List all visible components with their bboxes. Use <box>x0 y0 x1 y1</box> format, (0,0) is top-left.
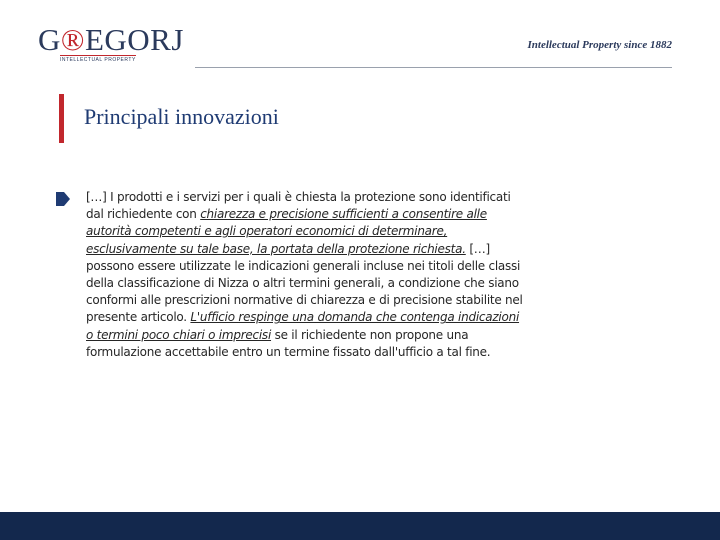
header <box>0 0 720 70</box>
tagline: Intellectual Property since 1882 <box>527 39 672 51</box>
logo-subtitle: INTELLECTUAL PROPERTY <box>60 57 136 63</box>
logo: G®EGORJ <box>38 22 184 57</box>
body-paragraph: […] I prodotti e i servizi per i quali è chiesta la protezione sono identificati dal richiedente con chiarezza e precisione sufficienti a consentire alle autorità competenti e agli operatori economici di determinare, esclusivamente su tale base, la portata della protezione richiesta. […] possono essere utilizzate le indicazioni generali incluse nei titoli delle classi della classificazione di Nizza o altri termini generali, a condizione che siano conformi alle prescrizioni normative di chiarezza e di precisione stabilite nel presente articolo. L'ufficio respinge una domanda che contenga indicazioni o termini poco chiari o imprecisi se il richiedente non propone una formulazione accettabile entro un termine fissato dall'ufficio a tal fine. <box>86 190 523 359</box>
emphasis-underlined-2: L'ufficio respinge una domanda che contenga indicazioni o termini poco chiari o imprecisi <box>86 310 520 342</box>
emphasis-underlined-1: chiarezza e precisione sufficienti a consentire alle autorità competenti e agli operatori economici di determinare, esclusivamente su tale base, la portata della protezione richiesta. <box>86 207 487 256</box>
slide-title: Principali innovazioni <box>84 104 279 129</box>
title-accent-bar <box>59 94 64 143</box>
tag-arrow-icon <box>56 192 70 206</box>
footer-bar <box>0 512 720 540</box>
header-divider <box>195 67 672 68</box>
registered-mark: ® <box>60 22 85 57</box>
